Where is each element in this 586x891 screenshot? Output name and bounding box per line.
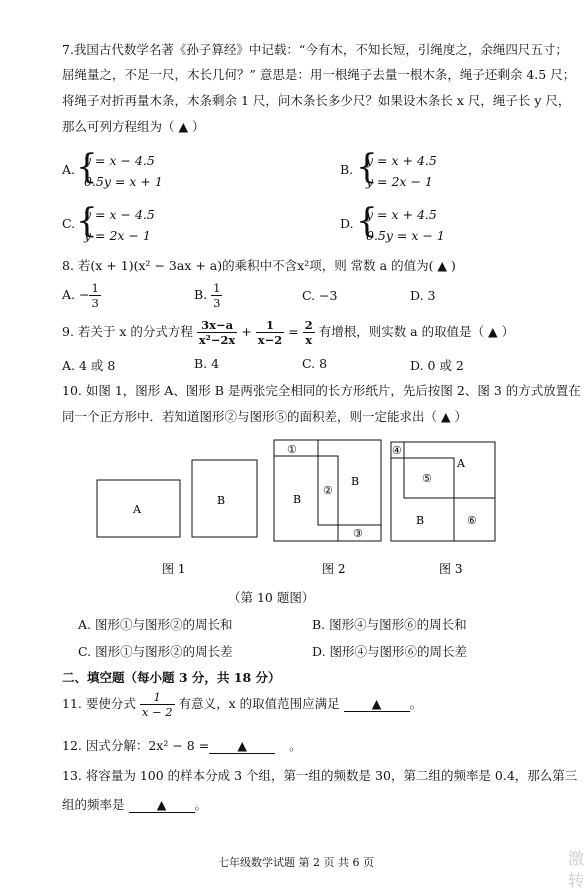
- q7-option-b-brace: {: [356, 147, 378, 187]
- q7-option-b-eq2: y = 2x − 1: [366, 174, 433, 189]
- watermark-char-2: 转: [567, 871, 584, 890]
- fig3-caption: 图 3: [439, 562, 463, 576]
- fig3-label-a: A: [457, 457, 465, 470]
- q11-fraction: $\frac{1}{x - 2}$: [141, 690, 173, 719]
- fig1-label-b: B: [217, 494, 226, 507]
- q11-suffix: 有意义，x 的取值范围应满足: [178, 696, 340, 711]
- q7-option-a-system: [84, 150, 163, 192]
- q12-answer-blank: ▲: [209, 738, 275, 754]
- section-2-heading: 二、填空题（每小题 3 分，共 18 分）: [62, 670, 281, 685]
- fig2-rect-right: [318, 440, 381, 525]
- q8-option-d: D. 3: [410, 288, 436, 303]
- q8-option-b-fraction: $\frac{1}{3}$: [213, 281, 221, 310]
- q7-option-c-eq2: y = 2x − 1: [84, 228, 151, 243]
- q10-option-a: A. 图形①与图形②的周长和: [78, 617, 233, 632]
- q9-fraction-2: $\frac{1}{x-2}$: [257, 318, 283, 347]
- fig3-circled-6: ⑥: [467, 514, 477, 527]
- q8-stem: 8. 若(x + 1)(x² − 3ax + a)的乘积中不含x²项，则 常数 a 的值为( ▲ ): [62, 258, 456, 273]
- fig3-rect-b: [391, 458, 454, 541]
- q13-line1: 13. 将容量为 100 的样本分成 3 个组，第一组的频数是 30，第二组的频率是 0.4，那么第三: [62, 768, 578, 783]
- q12-prefix: 12. 因式分解：2x² − 8 =: [62, 738, 210, 753]
- fig2-circled-2: ②: [323, 484, 333, 497]
- q7-option-d-brace: {: [356, 201, 378, 241]
- q9-fraction-3: $\frac{2}{x}$: [304, 318, 313, 347]
- q11-prefix: 11. 要使分式: [62, 696, 136, 711]
- fig3-label-b: B: [416, 514, 425, 527]
- q7-line3: 将绳子对折再量木条，木条剩余 1 尺，问木条长多少尺？如果设木条长 x 尺，绳子长 y 尺，: [62, 93, 571, 108]
- q7-option-d-label: D.: [340, 216, 354, 231]
- q7-option-b-eq1: y = x + 4.5: [366, 153, 437, 168]
- q7-line2: 屈绳量之，不足一尺，木长几何？” 意思是：用一根绳子去量一根木条，绳子还剩余 4.5 尺；: [62, 67, 576, 82]
- q7-option-b-system: [366, 150, 437, 192]
- fig3-circled-4: ④: [392, 444, 402, 457]
- fig2-circled-1: ①: [287, 443, 297, 456]
- q7-option-b-label: B.: [340, 162, 354, 177]
- q7-option-c-label: C.: [62, 216, 76, 231]
- q7-option-a-eq2: 0.5y = x + 1: [84, 174, 163, 189]
- q7-option-d-eq2: 0.5y = x − 1: [366, 228, 445, 243]
- fig2-label-b-left: B: [293, 493, 302, 506]
- fig2-circled-3: ③: [353, 527, 363, 540]
- q8-option-b: [194, 281, 222, 310]
- fig3-square: [391, 442, 495, 541]
- q7-option-c-system: [84, 204, 155, 246]
- q12-stem: 12. 因式分解：2x² − 8 = ▲ 。: [62, 738, 302, 753]
- q8-option-a-label: A.: [62, 287, 76, 302]
- fig1-caption: 图 1: [162, 562, 186, 576]
- q8-option-a-sign: −: [79, 287, 90, 302]
- q7-option-c-eq1: y = x − 4.5: [84, 207, 155, 222]
- q10-option-b: B. 图形④与图形⑥的周长和: [312, 617, 467, 632]
- q9-stem: 9. 若关于 x 的分式方程 $\frac{3x-a}{\text{x²−2x}}$ + $\frac{1}{x-2}$ = $\frac{2}{x}$ 有增根，则实数 a 的取值是（ ▲ ）: [62, 318, 515, 347]
- q7-line1: 7.我国古代数学名著《孙子算经》中记载：“今有木，不知长短，引绳度之，余绳四尺五寸；: [62, 42, 568, 57]
- q9-option-a: A. 4 或 8: [62, 358, 116, 373]
- fig1-label-a: A: [133, 503, 141, 516]
- q9-option-c: C. 8: [302, 356, 328, 371]
- q9-suffix: 有增根，则实数 a 的取值是（ ▲ ）: [318, 324, 515, 339]
- q10-option-d: D. 图形④与图形⑥的周长差: [312, 644, 468, 659]
- q7-option-a-eq1: y = x − 4.5: [84, 153, 155, 168]
- q10-line2: 同一个正方形中．若知道图形②与图形⑤的面积差，则一定能求出（ ▲ ）: [62, 409, 468, 424]
- q8-option-c: C. −3: [302, 288, 338, 303]
- q9-option-b: B. 4: [194, 356, 220, 371]
- page-footer: 七年级数学试题 第 2 页 共 6 页: [218, 856, 374, 869]
- fig2-rect-left: [274, 456, 338, 541]
- q13-answer-blank: ▲: [129, 797, 195, 813]
- q8-option-a: [62, 281, 101, 310]
- q9-prefix: 9. 若关于 x 的分式方程: [62, 324, 193, 339]
- q10-line1: 10. 如图 1，图形 A、图形 B 是两张完全相同的长方形纸片，先后按图 2、图 3 的方式放置在: [62, 383, 581, 398]
- fig2-caption: 图 2: [322, 562, 346, 576]
- q7-option-a-brace: {: [76, 147, 98, 187]
- q10-option-c: C. 图形①与图形②的周长差: [78, 644, 233, 659]
- q10-figures: [0, 430, 586, 590]
- q9-fraction-1: $\frac{3x-a}{\text{x²−2x}}$: [198, 318, 236, 347]
- q8-option-b-label: B.: [194, 287, 208, 302]
- watermark-char-1: 激: [567, 849, 584, 868]
- fig2-label-b-right: B: [351, 475, 360, 488]
- q13-line2: 组的频率是 ▲ 。: [62, 797, 208, 812]
- fig3-rect-a: [404, 442, 495, 498]
- q11-stem: 11. 要使分式 $\frac{1}{x - 2}$ 有意义，x 的取值范围应满足 ▲ 。: [62, 690, 423, 719]
- q7-line4: 那么可列方程组为（ ▲ ）: [62, 119, 205, 134]
- q7-option-c-brace: {: [76, 201, 98, 241]
- fig3-circled-5: ⑤: [422, 472, 432, 485]
- q7-option-a-label: A.: [62, 162, 76, 177]
- q10-figure-title: （第 10 题图）: [228, 590, 315, 605]
- q11-answer-blank: ▲: [344, 696, 410, 712]
- q8-option-a-fraction: $\frac{1}{3}$: [91, 281, 99, 310]
- q7-option-d-system: [366, 204, 445, 246]
- q7-option-d-eq1: y = x + 4.5: [366, 207, 437, 222]
- q9-option-d: D. 0 或 2: [410, 358, 464, 373]
